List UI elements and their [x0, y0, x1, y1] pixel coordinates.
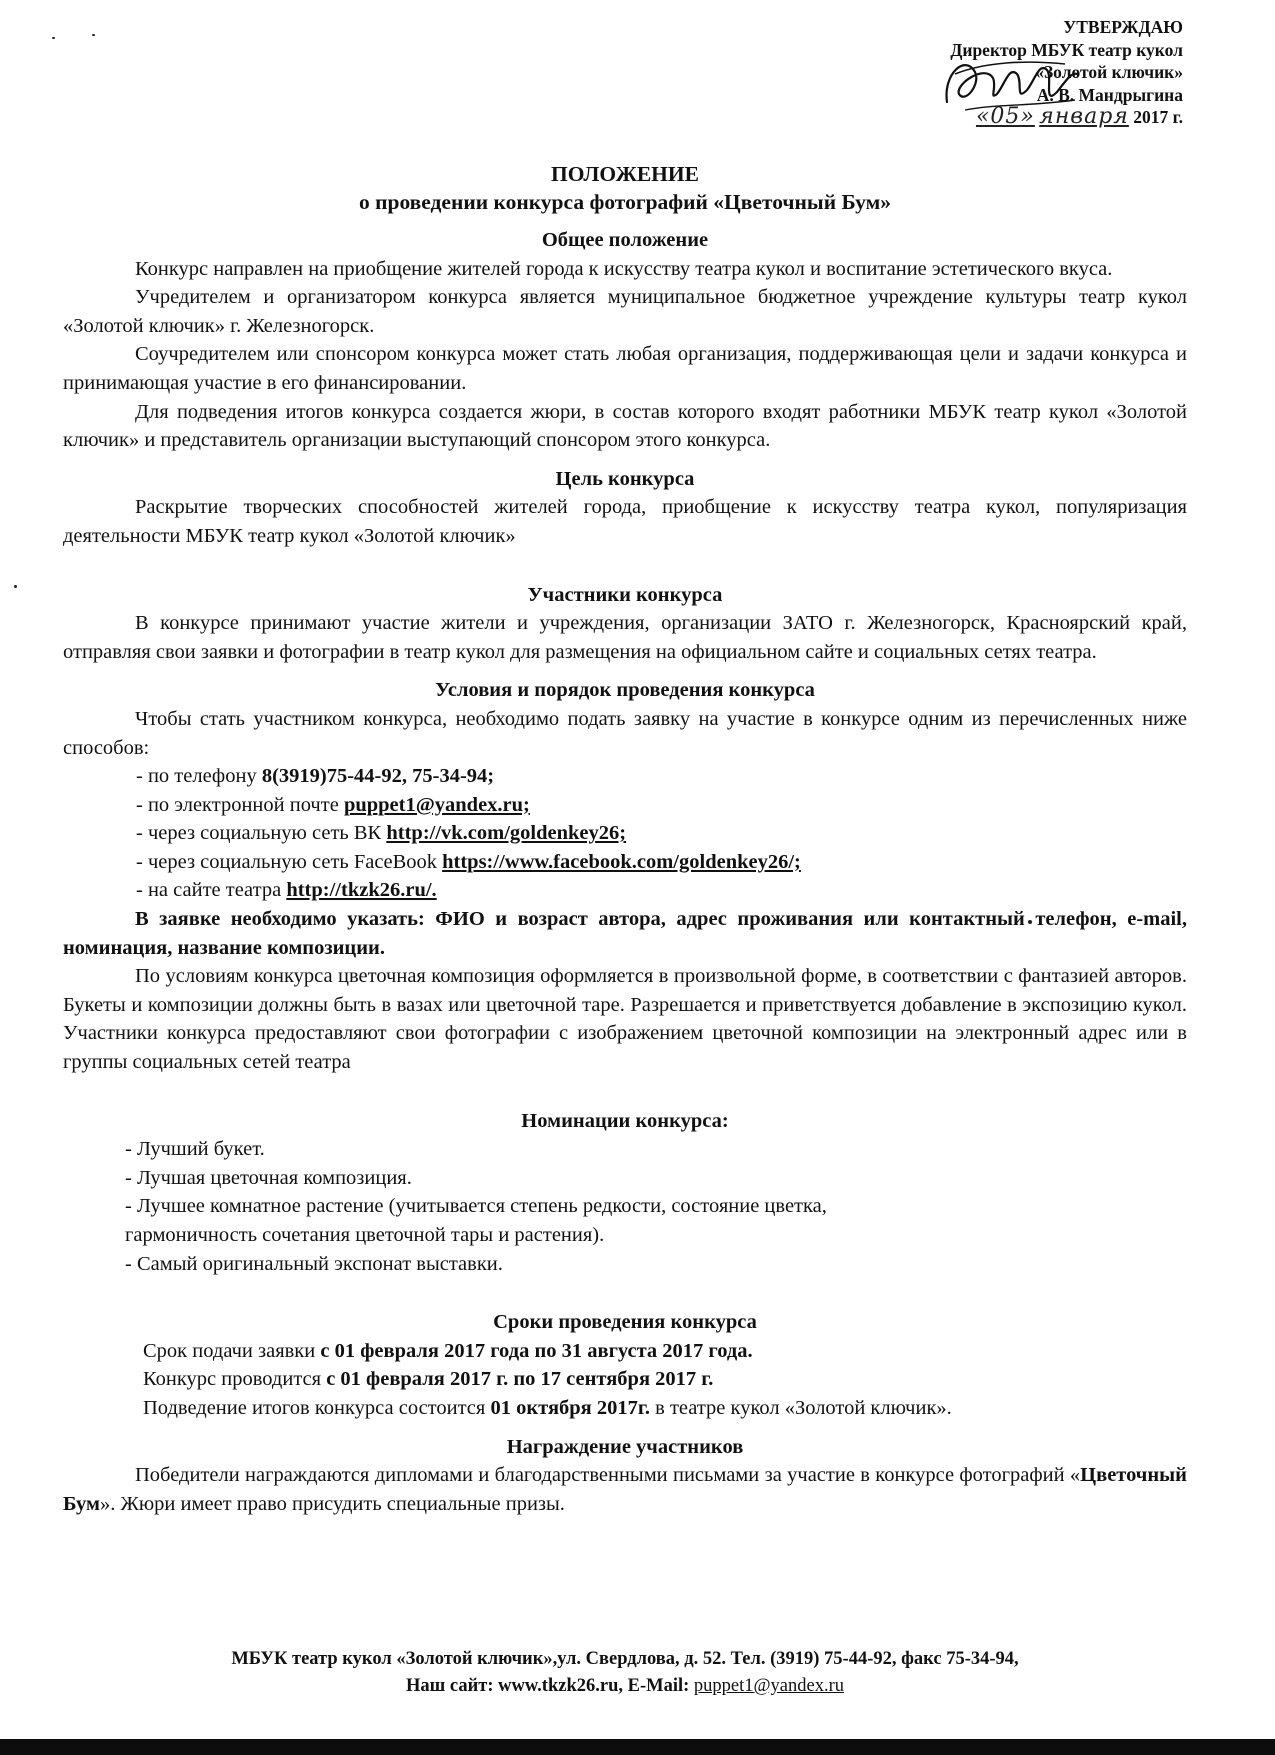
required-info-paragraph: В заявке необходимо указать: ФИО и возраст автора, адрес проживания или контактный телефон, e-mail, номинация, название композиции.: [63, 908, 1187, 959]
section-heading-conditions: Условия и порядок проведения конкурса: [435, 679, 815, 702]
scan-speck: [92, 34, 95, 36]
paragraph: По условиям конкурса цветочная композиция оформляется в произвольной форме, в соответствии с фантазией авторов. Букеты и композиции должны быть в вазах или цветочной таре. Разрешается и приветствуется добавление в экспозицию кукол. Участники конкурса предоставляют свои фотографии с изображением цветочной композиции на электронный адрес или в группы социальных сетей театра: [63, 965, 1187, 1074]
list-item-website: - на сайте театра http://tkzk26.ru/.: [136, 879, 437, 902]
paragraph: Соучредителем или спонсором конкурса может стать любая организация, поддерживающая цели и задачи конкурса и принимающая участие в его финансировании.: [63, 343, 1187, 394]
paragraph: Учредителем и организатором конкурса является муниципальное бюджетное учреждение культуры театр кукол «Золотой ключик» г. Железногорск.: [63, 286, 1187, 337]
list-item: - Лучшее комнатное растение (учитывается степень редкости, состояние цветка,: [125, 1195, 827, 1218]
document-body: [63, 160, 1187, 1518]
section-heading-participants: Участники конкурса: [527, 583, 723, 606]
list-item-phone: - по телефону 8(3919)75-44-92, 75-34-94;: [136, 765, 495, 788]
paragraph: Раскрытие творческих способностей жителей города, приобщение к искусству театра кукол, популяризация деятельности МБУК театр кукол «Золотой ключик»: [63, 496, 1187, 547]
footer-contacts: Наш сайт: www.tkzk26.ru, E-Mail: puppet1@yandex.ru: [406, 1676, 844, 1696]
paragraph: Конкурс направлен на приобщение жителей города к искусству театра кукол и воспитание эстетического вкуса.: [135, 257, 1113, 280]
scan-speck: [52, 37, 55, 39]
document-subtitle: о проведении конкурса фотографий «Цветочный Бум»: [358, 190, 892, 214]
vk-link[interactable]: http://vk.com/goldenkey26;: [386, 822, 627, 845]
term-contest: Конкурс проводится с 01 февраля 2017 г. по 17 сентября 2017 г.: [143, 1368, 714, 1391]
scan-speck: [14, 585, 17, 588]
scan-edge-bar: [0, 1739, 1275, 1755]
section-heading-awards: Награждение участников: [506, 1435, 744, 1458]
approval-organization: «Золотой ключик»: [1035, 62, 1183, 82]
email-link[interactable]: puppet1@yandex.ru;: [343, 793, 530, 816]
approval-name: А. В. Мандрыгина: [1036, 84, 1183, 105]
paragraph: В конкурсе принимают участие жители и учреждения, организации ЗАТО г. Железногорск, Красноярский край, отправляя свои заявки и фотографии в театр кукол для размещения на официальном сайте и социальных сетях театра.: [63, 612, 1187, 663]
list-item: гармоничность сочетания цветочной тары и растения).: [125, 1224, 605, 1246]
document-title: ПОЛОЖЕНИЕ: [551, 162, 699, 186]
list-item: - Лучшая цветочная композиция.: [125, 1166, 412, 1189]
footer-address: МБУК театр кукол «Золотой ключик»,ул. Свердлова, д. 52. Тел. (3919) 75-44-92, факс 75-34-94,: [231, 1649, 1019, 1669]
website-link[interactable]: http://tkzk26.ru/.: [286, 879, 437, 902]
footer-email-link[interactable]: puppet1@yandex.ru: [693, 1676, 844, 1696]
approval-date-year: 2017 г.: [1133, 107, 1183, 127]
facebook-link[interactable]: https://www.facebook.com/goldenkey26/;: [442, 850, 801, 873]
paragraph: Для подведения итогов конкурса создается жюри, в состав которого входят работники МБУК театр кукол «Золотой ключик» и представитель организации выступающий спонсором этого конкурса.: [63, 400, 1187, 452]
footer: [63, 1646, 1187, 1700]
approval-heading: УТВЕРЖДАЮ: [1063, 17, 1183, 37]
handwritten-signature: [935, 44, 1085, 124]
term-results: Подведение итогов конкурса состоится 01 октября 2017г. в театре кукол «Золотой ключик».: [143, 1396, 952, 1419]
list-item-facebook: - через социальную сеть FaceBook https://www.facebook.com/goldenkey26/;: [136, 850, 801, 873]
approval-position: Директор МБУК театр кукол: [950, 39, 1183, 60]
list-item: - Лучший букет.: [125, 1138, 265, 1161]
approval-date-month: января: [1039, 104, 1129, 129]
phone-numbers: 8(3919)75-44-92, 75-34-94;: [261, 765, 495, 788]
section-heading-terms: Сроки проведения конкурса: [493, 1311, 757, 1334]
list-item-vk: - через социальную сеть ВК http://vk.com/goldenkey26;: [136, 822, 627, 845]
paragraph: Победители награждаются дипломами и благодарственными письмами за участие в конкурсе фотографий «Цветочный Бум». Жюри имеет право присудить специальные призы.: [63, 1464, 1187, 1515]
paragraph: Чтобы стать участником конкурса, необходимо подать заявку на участие в конкурсе одним из перечисленных ниже способов:: [63, 707, 1187, 759]
section-heading-general: Общее положение: [541, 229, 709, 251]
term-application: Срок подачи заявки с 01 февраля 2017 года по 31 августа 2017 года.: [143, 1339, 753, 1362]
list-item-email: - по электронной почте puppet1@yandex.ru;: [136, 793, 530, 816]
section-heading-goal: Цель конкурса: [555, 467, 695, 490]
list-item: - Самый оригинальный экспонат выставки.: [125, 1252, 503, 1275]
approval-date-day: «05»: [975, 104, 1035, 129]
section-heading-nominations: Номинации конкурса:: [521, 1109, 729, 1132]
